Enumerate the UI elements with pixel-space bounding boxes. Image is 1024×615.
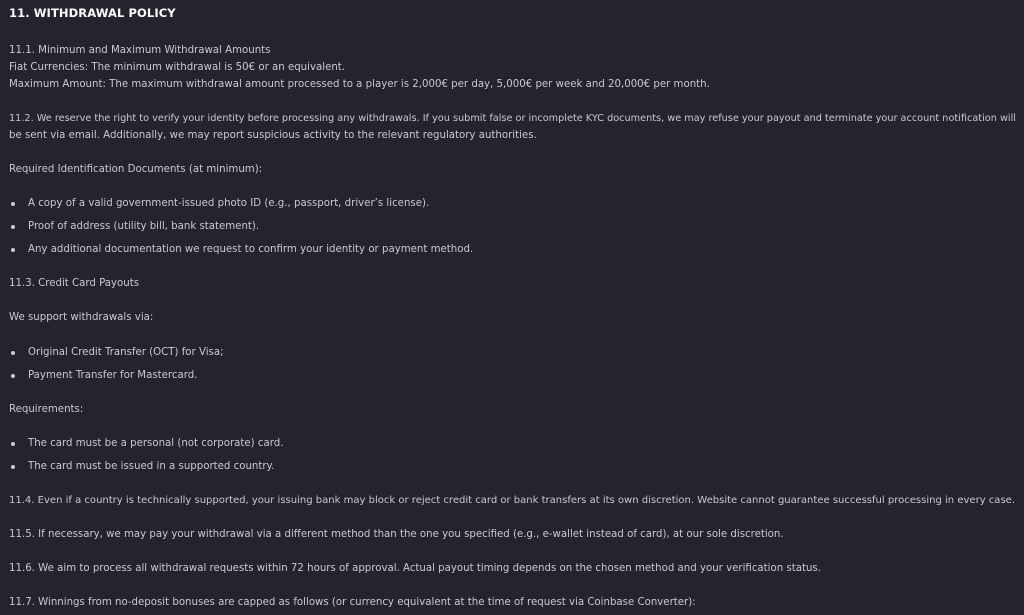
section-11-4-text: 11.4. Even if a country is technically supported, your issuing bank may block or reject credit card or bank transfers at its own discretion. Website cannot guarantee successful processing in every case. <box>9 495 1016 506</box>
list-item-text: A copy of a valid government-issued photo ID (e.g., passport, driver’s license). <box>28 198 430 209</box>
fiat-minimum-text: Fiat Currencies: The minimum withdrawal is 50€ or an equivalent. <box>9 62 346 73</box>
bullet-icon <box>11 351 15 355</box>
withdrawal-methods-intro: We support withdrawals via: <box>9 312 154 323</box>
list-item-text: The card must be a personal (not corporate) card. <box>28 438 284 449</box>
section-11-2-line2: be sent via email. Additionally, we may report suspicious activity to the relevant regulatory authorities. <box>9 130 537 141</box>
list-item-text: Any additional documentation we request to confirm your identity or payment method. <box>28 244 474 255</box>
list-item-text: The card must be issued in a supported country. <box>28 461 275 472</box>
list-item-text: Proof of address (utility bill, bank statement). <box>28 221 260 232</box>
required-docs-heading: Required Identification Documents (at minimum): <box>9 164 263 175</box>
section-11-1-heading: 11.1. Minimum and Maximum Withdrawal Amounts <box>9 45 271 56</box>
bullet-icon <box>11 442 15 446</box>
bullet-icon <box>11 465 15 469</box>
section-11-5-text: 11.5. If necessary, we may pay your withdrawal via a different method than the one you specified (e.g., e-wallet instead of card), at our sole discretion. <box>9 529 784 540</box>
bullet-icon <box>11 202 15 206</box>
section-11-7-text: 11.7. Winnings from no-deposit bonuses are capped as follows (or currency equivalent at the time of request via Coinbase Converter): <box>9 597 696 608</box>
list-item-text: Payment Transfer for Mastercard. <box>28 370 198 381</box>
requirements-heading: Requirements: <box>9 404 84 415</box>
bullet-icon <box>11 248 15 252</box>
bullet-icon <box>11 225 15 229</box>
bullet-icon <box>11 374 15 378</box>
maximum-amount-text: Maximum Amount: The maximum withdrawal amount processed to a player is 2,000€ per day, 5,000€ per week and 20,000€ per month. <box>9 79 710 90</box>
section-11-2-line1: 11.2. We reserve the right to verify your identity before processing any withdrawals. If you submit false or incomplete KYC documents, we may refuse your payout and terminate your account notification will <box>9 113 1016 124</box>
list-item-text: Original Credit Transfer (OCT) for Visa; <box>28 347 224 358</box>
section-11-3-heading: 11.3. Credit Card Payouts <box>9 278 140 289</box>
section-11-6-text: 11.6. We aim to process all withdrawal requests within 72 hours of approval. Actual payout timing depends on the chosen method and your verification status. <box>9 563 821 574</box>
policy-title: 11. WITHDRAWAL POLICY <box>9 6 176 20</box>
